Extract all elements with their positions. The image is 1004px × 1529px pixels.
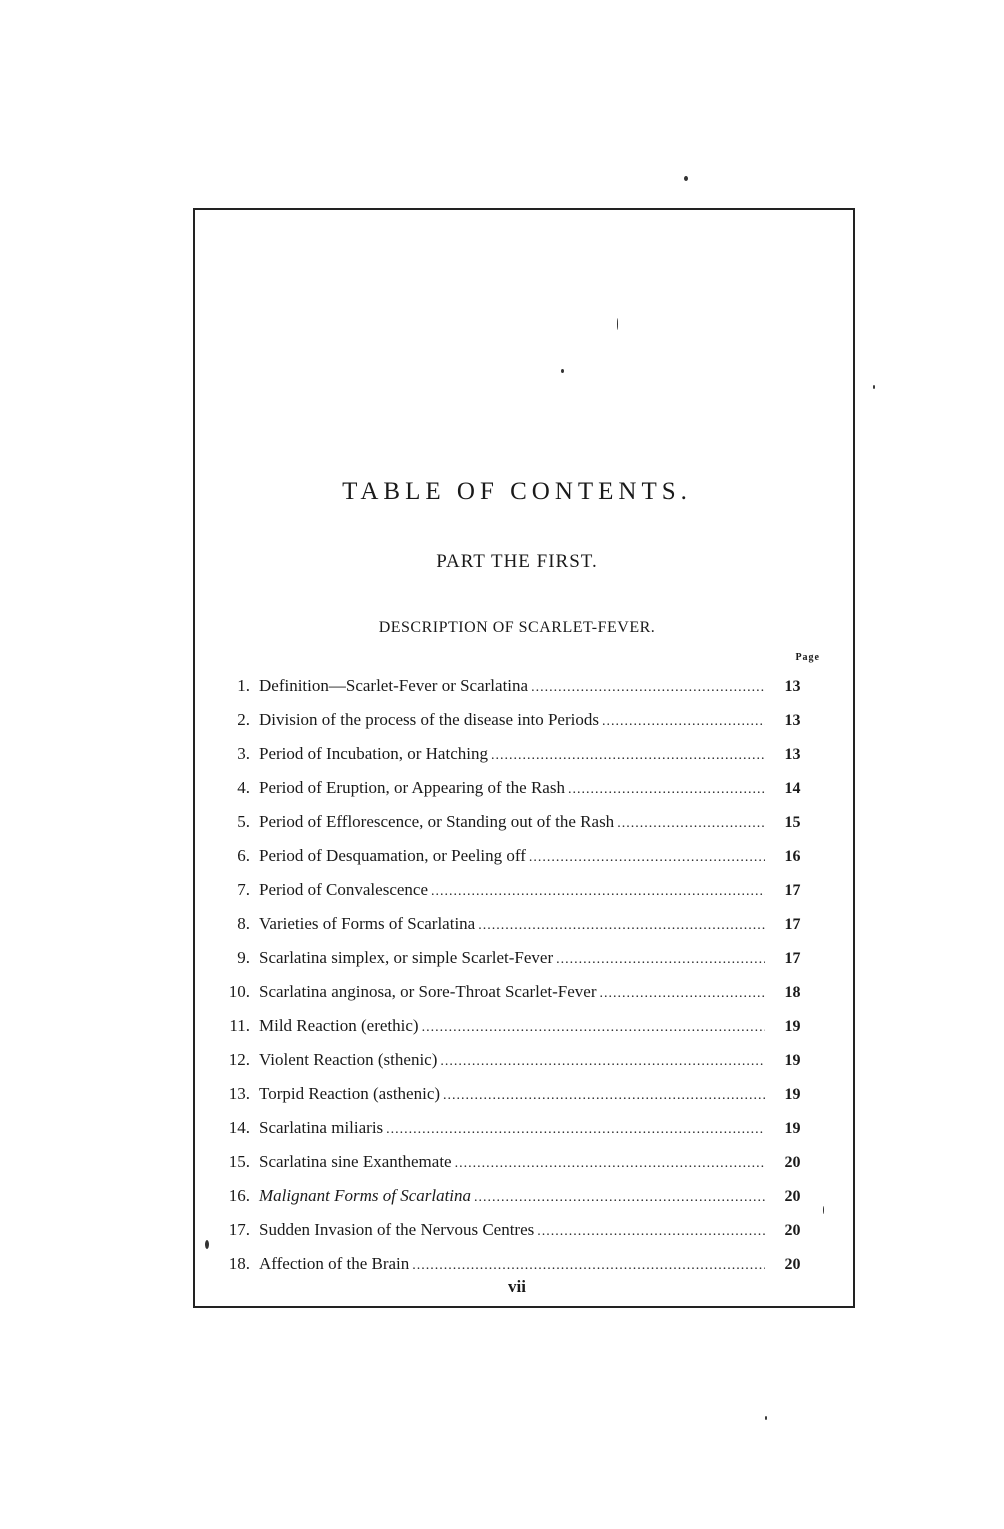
scan-speck bbox=[765, 1416, 767, 1420]
toc-entry-number: 10. bbox=[228, 982, 250, 1001]
folio-page-number: vii bbox=[508, 1277, 526, 1296]
table-of-contents bbox=[215, 672, 815, 1284]
toc-entry-title: Varieties of Forms of Scarlatina bbox=[259, 914, 476, 933]
scan-speck bbox=[205, 1240, 209, 1249]
toc-entry-title: Scarlatina anginosa, or Sore-Throat Scarlet-Fever bbox=[259, 982, 597, 1001]
toc-entry bbox=[215, 876, 815, 910]
scan-speck bbox=[684, 176, 688, 181]
toc-entry-page: 13 bbox=[784, 712, 801, 729]
toc-entry-title: Period of Desquamation, or Peeling off bbox=[259, 846, 526, 865]
toc-entry bbox=[215, 1012, 815, 1046]
toc-entry bbox=[215, 1046, 815, 1080]
toc-entry-title: Period of Convalescence bbox=[259, 880, 428, 899]
toc-entry-number: 15. bbox=[228, 1152, 250, 1171]
toc-entry-number: 11. bbox=[229, 1016, 250, 1035]
toc-entry-title: Malignant Forms of Scarlatina bbox=[259, 1186, 472, 1205]
dot-leader bbox=[537, 1216, 765, 1244]
toc-entry-page: 19 bbox=[784, 1052, 801, 1069]
toc-entry-page: 14 bbox=[784, 780, 801, 797]
toc-entry-title: Torpid Reaction (asthenic) bbox=[259, 1084, 441, 1103]
toc-entry-number: 12. bbox=[228, 1050, 250, 1069]
toc-entry-number: 3. bbox=[237, 744, 250, 763]
toc-entry-title: Violent Reaction (sthenic) bbox=[259, 1050, 438, 1069]
dot-leader bbox=[386, 1114, 765, 1142]
toc-entry bbox=[215, 808, 815, 842]
toc-entry bbox=[215, 740, 815, 774]
toc-entry-title: Scarlatina miliaris bbox=[259, 1118, 384, 1137]
toc-entry bbox=[215, 944, 815, 978]
toc-entry-page: 17 bbox=[784, 916, 801, 933]
part-heading: PART THE FIRST. bbox=[436, 551, 598, 572]
toc-entry bbox=[215, 1080, 815, 1114]
toc-entry-number: 17. bbox=[228, 1220, 250, 1239]
scan-speck bbox=[873, 385, 875, 389]
toc-entry-title: Scarlatina simplex, or simple Scarlet-Fever bbox=[259, 948, 554, 967]
toc-entry-page: 18 bbox=[784, 984, 801, 1001]
toc-entry bbox=[215, 672, 815, 706]
toc-entry bbox=[215, 1114, 815, 1148]
scan-speck bbox=[561, 369, 564, 373]
toc-entry-title: Definition—Scarlet-Fever or Scarlatina bbox=[259, 676, 529, 695]
toc-entry-page: 13 bbox=[784, 678, 801, 695]
dot-leader bbox=[412, 1250, 765, 1278]
toc-entry-title: Mild Reaction (erethic) bbox=[259, 1016, 419, 1035]
toc-entry-page: 20 bbox=[784, 1154, 801, 1171]
dot-leader bbox=[422, 1012, 765, 1040]
toc-entry-page: 15 bbox=[784, 814, 801, 831]
dot-leader bbox=[600, 978, 765, 1006]
dot-leader bbox=[491, 740, 765, 768]
toc-entry-title: Division of the process of the disease into Periods bbox=[259, 710, 599, 729]
dot-leader bbox=[443, 1080, 765, 1108]
scan-speck bbox=[617, 318, 618, 330]
toc-entry-page: 20 bbox=[784, 1256, 801, 1273]
toc-entry bbox=[215, 910, 815, 944]
toc-entry-number: 8. bbox=[237, 914, 250, 933]
dot-leader bbox=[529, 842, 765, 870]
toc-entry-page: 20 bbox=[784, 1188, 801, 1205]
dot-leader bbox=[602, 706, 765, 734]
toc-entry-page: 13 bbox=[784, 746, 801, 763]
toc-entry bbox=[215, 706, 815, 740]
dot-leader bbox=[617, 808, 765, 836]
toc-entry-number: 18. bbox=[228, 1254, 250, 1273]
toc-entry-number: 5. bbox=[237, 812, 250, 831]
dot-leader bbox=[455, 1148, 765, 1176]
toc-entry-page: 17 bbox=[784, 882, 801, 899]
toc-entry bbox=[215, 774, 815, 808]
toc-entry bbox=[215, 1216, 815, 1250]
toc-entry-number: 4. bbox=[237, 778, 250, 797]
toc-entry-number: 14. bbox=[228, 1118, 250, 1137]
toc-entry bbox=[215, 1182, 815, 1216]
toc-entry-title: Sudden Invasion of the Nervous Centres bbox=[259, 1220, 535, 1239]
toc-entry-page: 19 bbox=[784, 1120, 801, 1137]
section-heading: DESCRIPTION OF SCARLET-FEVER. bbox=[378, 619, 656, 636]
toc-entry-title: Affection of the Brain bbox=[259, 1254, 410, 1273]
toc-entry-page: 16 bbox=[784, 848, 801, 865]
toc-entry-page: 20 bbox=[784, 1222, 801, 1239]
toc-entry-title: Scarlatina sine Exanthemate bbox=[259, 1152, 452, 1171]
dot-leader bbox=[440, 1046, 765, 1074]
toc-entry bbox=[215, 978, 815, 1012]
toc-entry-page: 19 bbox=[784, 1018, 801, 1035]
dot-leader bbox=[531, 672, 765, 700]
toc-entry-number: 7. bbox=[237, 880, 250, 899]
toc-entry-page: 19 bbox=[784, 1086, 801, 1103]
toc-entry-title: Period of Efflorescence, or Standing out of the Rash bbox=[259, 812, 615, 831]
toc-entry-number: 13. bbox=[228, 1084, 250, 1103]
toc-entry-page: 17 bbox=[784, 950, 801, 967]
toc-entry-title: Period of Eruption, or Appearing of the Rash bbox=[259, 778, 565, 797]
toc-entry-number: 2. bbox=[237, 710, 250, 729]
dot-leader bbox=[568, 774, 765, 802]
toc-entry-title: Period of Incubation, or Hatching bbox=[259, 744, 488, 763]
toc-entry-number: 9. bbox=[237, 948, 250, 967]
dot-leader bbox=[478, 910, 765, 938]
scan-speck bbox=[823, 1206, 824, 1214]
dot-leader bbox=[556, 944, 765, 972]
dot-leader bbox=[431, 876, 765, 904]
page-title: TABLE OF CONTENTS. bbox=[342, 478, 692, 505]
toc-entry-number: 6. bbox=[237, 846, 250, 865]
toc-entry bbox=[215, 1148, 815, 1182]
toc-entry-number: 1. bbox=[237, 676, 250, 695]
page-column-label: Page bbox=[795, 652, 820, 663]
toc-entry-number: 16. bbox=[228, 1186, 250, 1205]
toc-entry bbox=[215, 842, 815, 876]
dot-leader bbox=[474, 1182, 765, 1210]
